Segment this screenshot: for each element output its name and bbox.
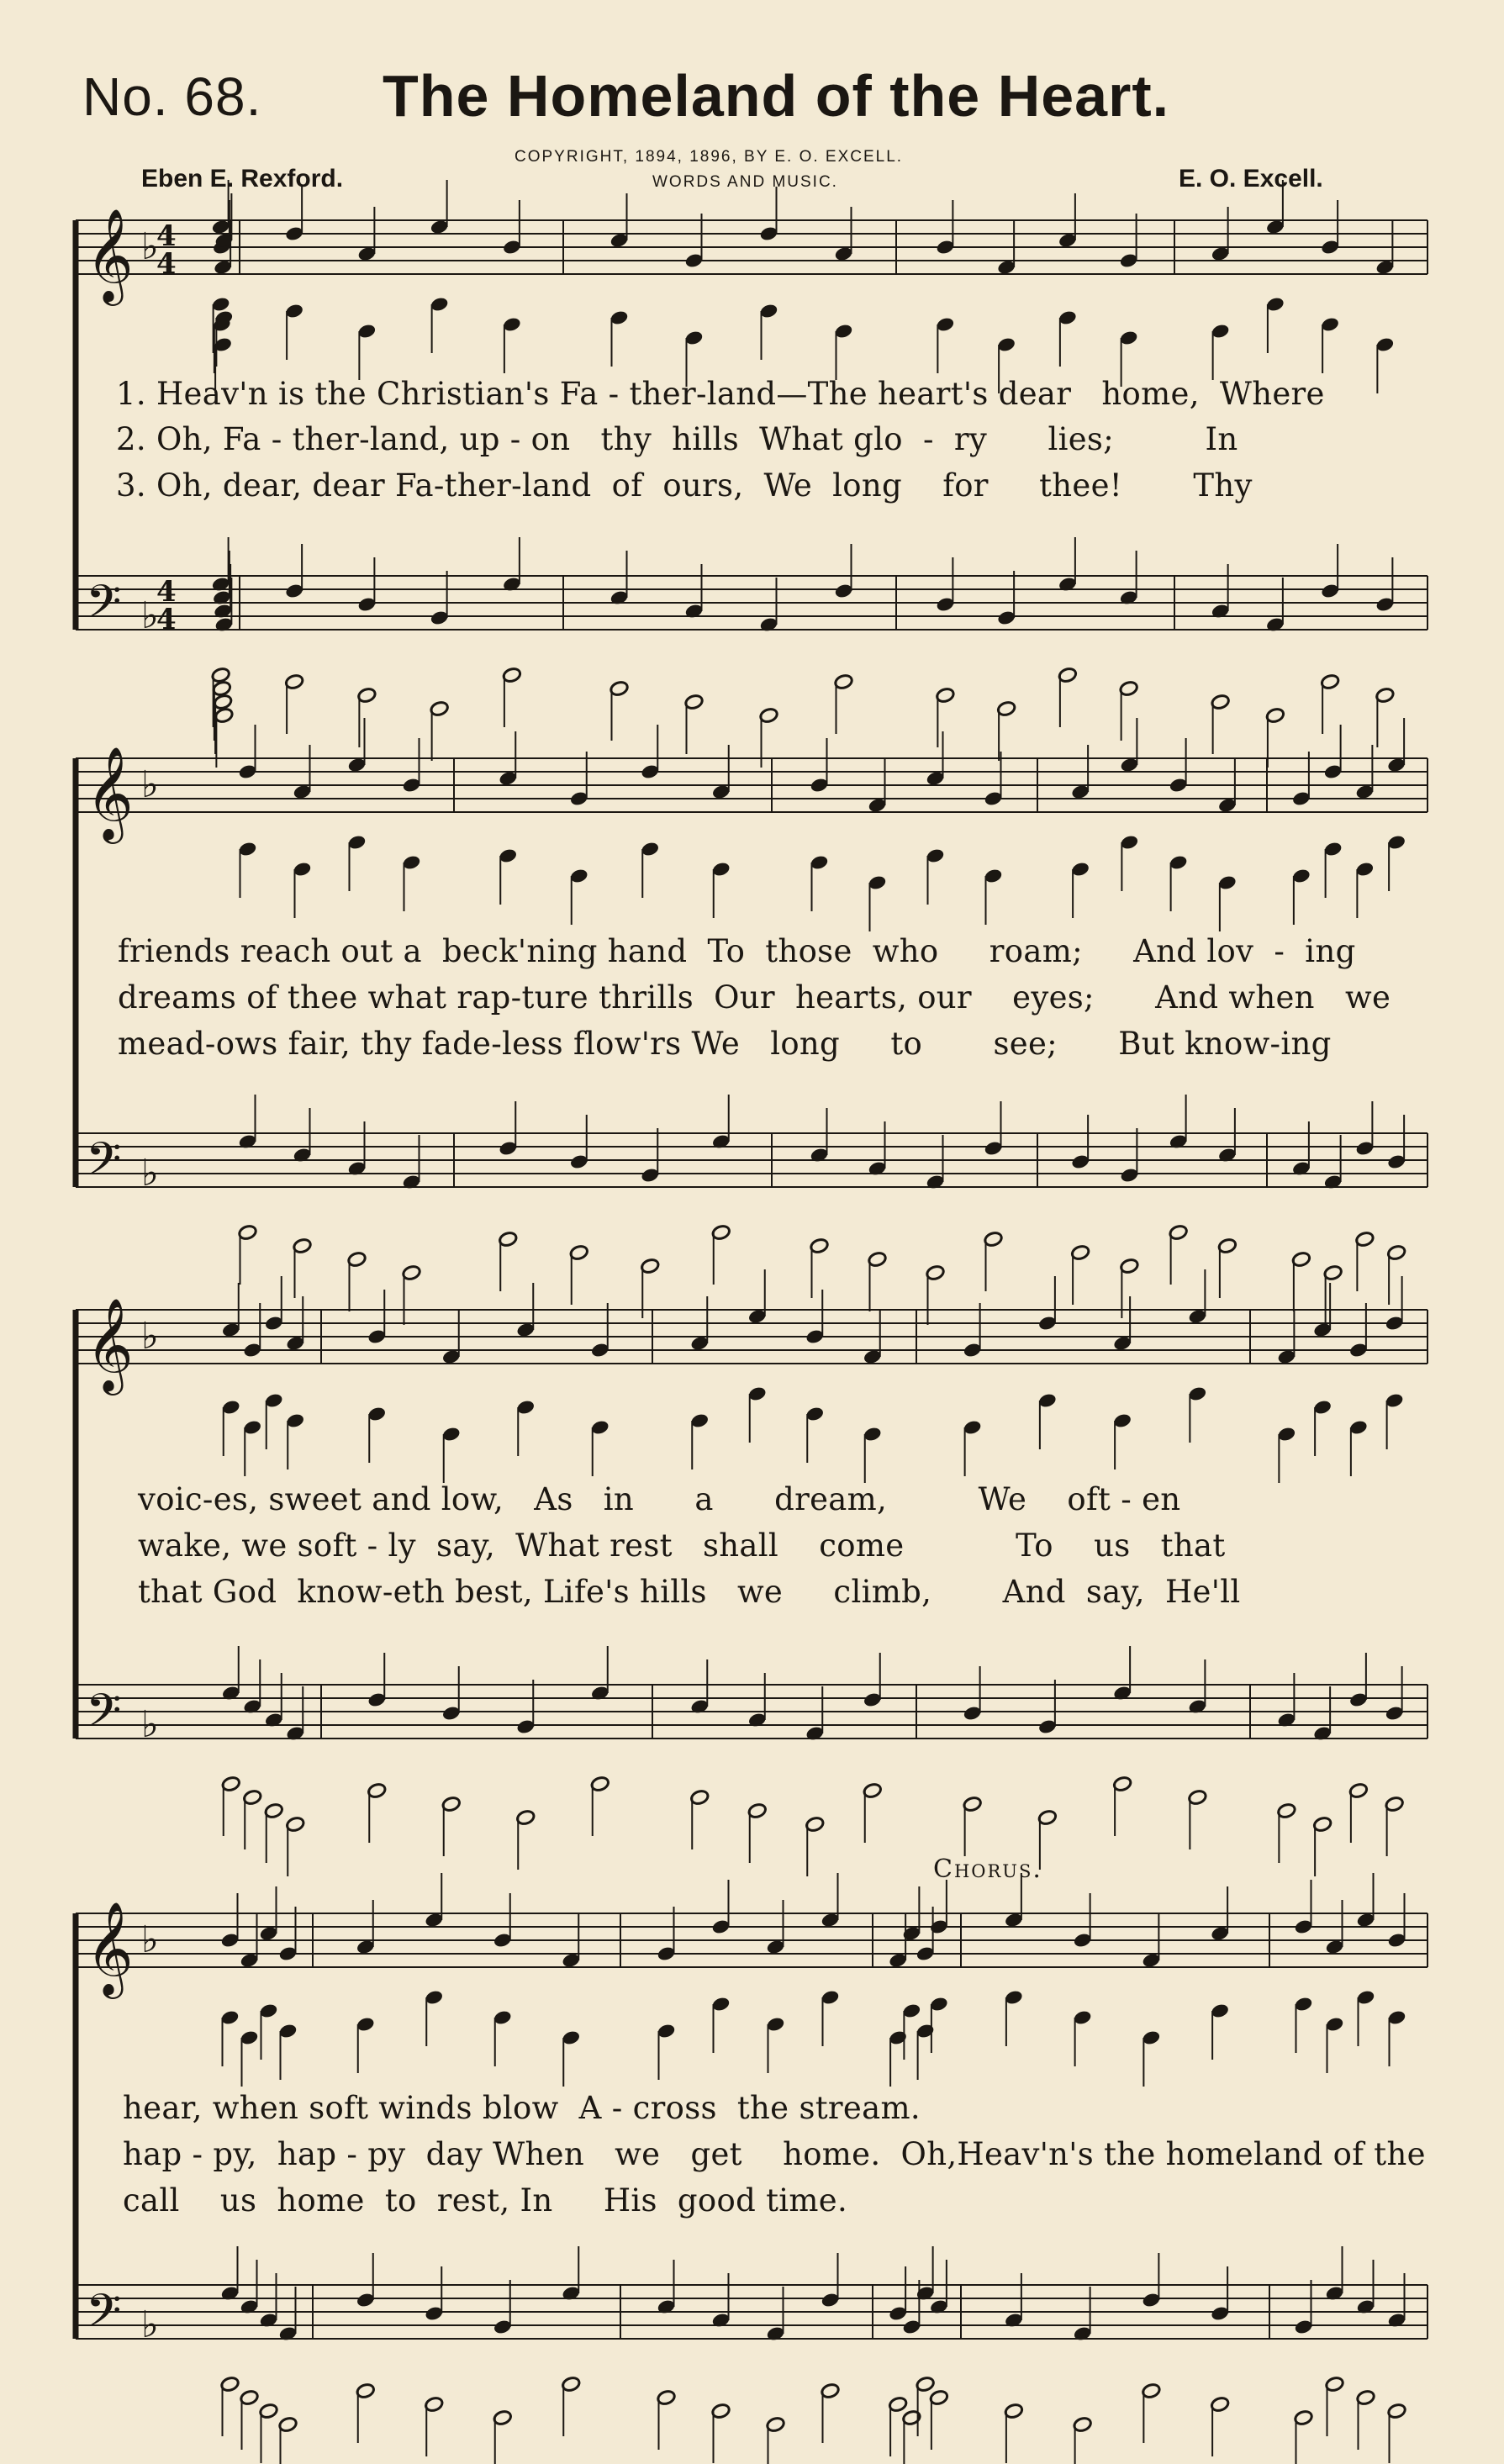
copyright-line: COPYRIGHT, 1894, 1896, BY E. O. EXCELL. bbox=[515, 148, 904, 166]
verse-1-line-system-3: voic-es, sweet and low, As in a dream, We oft - en bbox=[138, 1481, 1181, 1517]
time-signature: 4 bbox=[156, 247, 177, 281]
treble-clef: 𝄞 bbox=[86, 1901, 134, 1995]
verse-2-line-system-4: hap - py, hap - py day When we get home. Oh,Heav'n's the homeland of the bbox=[123, 2136, 1426, 2172]
time-signature: 4 bbox=[156, 603, 177, 636]
hymn-number: No. 68. bbox=[82, 66, 262, 127]
composer: E. O. Excell. bbox=[1179, 165, 1323, 193]
verse-1-line-system-4: hear, when soft winds blow A - cross the stream. bbox=[123, 2090, 921, 2126]
verse-3-line-system-1: 3. Oh, dear, dear Fa-ther-land of ours, We long for thee! Thy bbox=[116, 467, 1253, 504]
verse-2-line-system-1: 2. Oh, Fa - ther-land, up - on thy hills What glo - ry lies; In bbox=[116, 421, 1238, 457]
verse-2-line-system-2: dreams of thee what rap-ture thrills Our hearts, our eyes; And when we bbox=[118, 979, 1391, 1016]
bass-clef: 𝄢 bbox=[86, 1684, 122, 1749]
treble-clef: 𝄞 bbox=[86, 1297, 134, 1391]
verse-3-line-system-3: that God know-eth best, Life's hills we climb, And say, He'll bbox=[138, 1574, 1241, 1610]
key-flat: ♭ bbox=[141, 1315, 159, 1358]
key-flat: ♭ bbox=[141, 1918, 159, 1961]
bass-clef: 𝄢 bbox=[86, 575, 122, 640]
bass-clef: 𝄢 bbox=[86, 1132, 122, 1197]
verse-3-line-system-4: call us home to rest, In His good time. bbox=[123, 2182, 848, 2219]
verse-1-line-system-2: friends reach out a beck'ning hand To those who roam; And lov - ing bbox=[118, 933, 1356, 969]
treble-clef: 𝄞 bbox=[86, 746, 134, 840]
time-signature: 4 bbox=[156, 575, 177, 609]
copyright-subline: WORDS AND MUSIC. bbox=[652, 173, 838, 191]
verse-1-line-system-1: 1. Heav'n is the Christian's Fa - ther-land—The heart's dear home, Where bbox=[116, 376, 1325, 412]
key-flat: ♭ bbox=[141, 1152, 159, 1195]
key-flat: ♭ bbox=[141, 2303, 159, 2346]
lyricist: Eben E. Rexford. bbox=[141, 165, 344, 193]
key-flat: ♭ bbox=[141, 594, 159, 637]
verse-3-line-system-2: mead-ows fair, thy fade-less flow'rs We long to see; But know-ing bbox=[118, 1026, 1332, 1062]
time-signature: 4 bbox=[156, 219, 177, 253]
bass-clef: 𝄢 bbox=[86, 2284, 122, 2349]
chorus-label: Chorus. bbox=[933, 1855, 1042, 1884]
treble-clef: 𝄞 bbox=[86, 208, 134, 302]
verse-2-line-system-3: wake, we soft - ly say, What rest shall come To us that bbox=[138, 1527, 1226, 1564]
hymn-title: The Homeland of the Heart. bbox=[383, 63, 1170, 129]
key-flat: ♭ bbox=[141, 225, 159, 268]
key-flat: ♭ bbox=[141, 1703, 159, 1746]
key-flat: ♭ bbox=[141, 763, 159, 806]
